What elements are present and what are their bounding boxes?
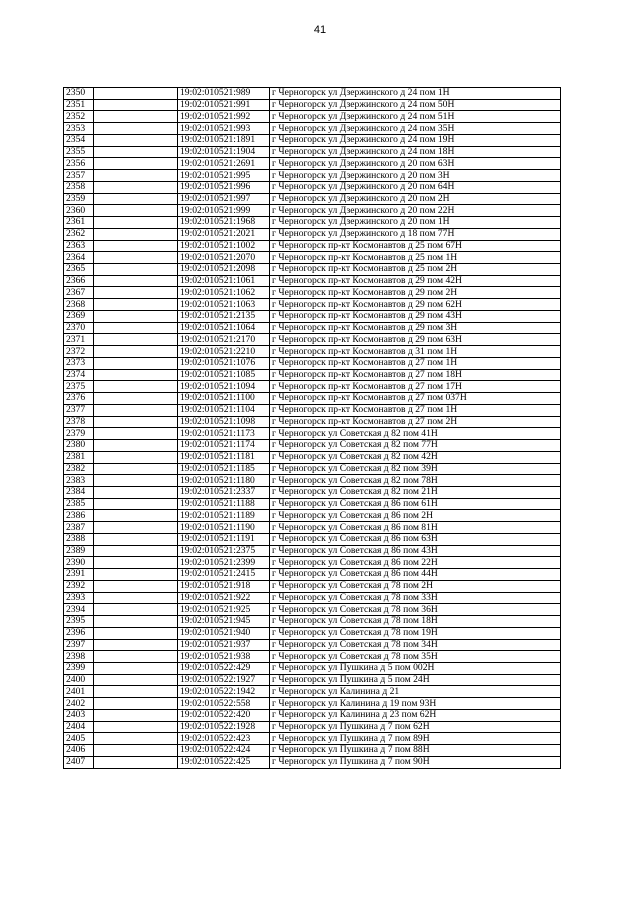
- table-row: [64, 545, 561, 557]
- table-row: [64, 709, 561, 721]
- cadastral-number-cell: 19:02:010521:2691: [178, 158, 270, 170]
- cadastral-number-cell: 19:02:010521:2337: [178, 486, 270, 498]
- address-cell: г Черногорск ул Советская д 78 пом 2Н: [270, 580, 561, 592]
- address-cell: г Черногорск ул Советская д 86 пом 63Н: [270, 533, 561, 545]
- address-cell: г Черногорск пр-кт Космонавтов д 29 пом 42Н: [270, 275, 561, 287]
- row-number-cell: 2392: [64, 580, 94, 592]
- row-number-cell: 2364: [64, 252, 94, 264]
- row-number-cell: 2406: [64, 745, 94, 757]
- table-row: [64, 745, 561, 757]
- table-row: [64, 733, 561, 745]
- cadastral-number-cell: 19:02:010521:1891: [178, 134, 270, 146]
- blank-cell: [94, 733, 178, 745]
- address-cell: г Черногорск ул Советская д 82 пом 77Н: [270, 440, 561, 452]
- row-number-cell: 2386: [64, 510, 94, 522]
- address-cell: г Черногорск ул Пушкина д 7 пом 89Н: [270, 733, 561, 745]
- address-cell: г Черногорск пр-кт Космонавтов д 27 пом 2Н: [270, 416, 561, 428]
- row-number-cell: 2365: [64, 264, 94, 276]
- address-cell: г Черногорск ул Советская д 86 пом 43Н: [270, 545, 561, 557]
- cadastral-number-cell: 19:02:010521:997: [178, 193, 270, 205]
- row-number-cell: 2400: [64, 674, 94, 686]
- cadastral-number-cell: 19:02:010521:1190: [178, 522, 270, 534]
- blank-cell: [94, 463, 178, 475]
- table-row: [64, 416, 561, 428]
- blank-cell: [94, 580, 178, 592]
- address-cell: г Черногорск пр-кт Космонавтов д 29 пом 62Н: [270, 299, 561, 311]
- address-cell: г Черногорск ул Пушкина д 5 пом 24Н: [270, 674, 561, 686]
- row-number-cell: 2351: [64, 99, 94, 111]
- cadastral-number-cell: 19:02:010521:1100: [178, 393, 270, 405]
- cadastral-number-cell: 19:02:010521:922: [178, 592, 270, 604]
- blank-cell: [94, 158, 178, 170]
- row-number-cell: 2355: [64, 146, 94, 158]
- row-number-cell: 2395: [64, 616, 94, 628]
- blank-cell: [94, 639, 178, 651]
- blank-cell: [94, 686, 178, 698]
- table-row: [64, 404, 561, 416]
- row-number-cell: 2381: [64, 451, 94, 463]
- address-cell: г Черногорск ул Советская д 86 пом 44Н: [270, 569, 561, 581]
- table-row: [64, 88, 561, 100]
- table-row: [64, 346, 561, 358]
- cadastral-number-cell: 19:02:010521:938: [178, 651, 270, 663]
- blank-cell: [94, 111, 178, 123]
- blank-cell: [94, 193, 178, 205]
- blank-cell: [94, 228, 178, 240]
- row-number-cell: 2370: [64, 322, 94, 334]
- address-cell: г Черногорск пр-кт Космонавтов д 27 пом 037Н: [270, 393, 561, 405]
- cadastral-number-cell: 19:02:010521:1189: [178, 510, 270, 522]
- address-cell: г Черногорск ул Дзержинского д 20 пом 22Н: [270, 205, 561, 217]
- table-row: [64, 580, 561, 592]
- blank-cell: [94, 416, 178, 428]
- row-number-cell: 2382: [64, 463, 94, 475]
- table-row: [64, 533, 561, 545]
- row-number-cell: 2391: [64, 569, 94, 581]
- row-number-cell: 2366: [64, 275, 94, 287]
- table-row: [64, 440, 561, 452]
- blank-cell: [94, 557, 178, 569]
- row-number-cell: 2367: [64, 287, 94, 299]
- table-row: [64, 686, 561, 698]
- table-row: [64, 510, 561, 522]
- table-row: [64, 592, 561, 604]
- table-row: [64, 99, 561, 111]
- table-row: [64, 639, 561, 651]
- cadastral-number-cell: 19:02:010521:1061: [178, 275, 270, 287]
- address-cell: г Черногорск ул Советская д 86 пом 2Н: [270, 510, 561, 522]
- address-cell: г Черногорск ул Советская д 82 пом 78Н: [270, 475, 561, 487]
- address-cell: г Черногорск пр-кт Космонавтов д 27 пом 17Н: [270, 381, 561, 393]
- address-cell: г Черногорск ул Дзержинского д 24 пом 1Н: [270, 88, 561, 100]
- table-row: [64, 604, 561, 616]
- cadastral-number-cell: 19:02:010521:2210: [178, 346, 270, 358]
- table-row: [64, 616, 561, 628]
- cadastral-number-cell: 19:02:010521:2021: [178, 228, 270, 240]
- address-cell: г Черногорск ул Дзержинского д 20 пом 3Н: [270, 170, 561, 182]
- table-row: [64, 393, 561, 405]
- cadastral-number-cell: 19:02:010521:2135: [178, 310, 270, 322]
- blank-cell: [94, 440, 178, 452]
- address-cell: г Черногорск пр-кт Космонавтов д 25 пом 67Н: [270, 240, 561, 252]
- blank-cell: [94, 170, 178, 182]
- address-cell: г Черногорск ул Советская д 78 пом 34Н: [270, 639, 561, 651]
- row-number-cell: 2350: [64, 88, 94, 100]
- table-row: [64, 627, 561, 639]
- table-row: [64, 721, 561, 733]
- cadastral-number-cell: 19:02:010521:1002: [178, 240, 270, 252]
- table-row: [64, 674, 561, 686]
- row-number-cell: 2384: [64, 486, 94, 498]
- address-cell: г Черногорск ул Калинина д 23 пом 62Н: [270, 709, 561, 721]
- blank-cell: [94, 310, 178, 322]
- table-row: [64, 381, 561, 393]
- row-number-cell: 2362: [64, 228, 94, 240]
- table-row: [64, 334, 561, 346]
- cadastral-number-cell: 19:02:010521:1104: [178, 404, 270, 416]
- blank-cell: [94, 252, 178, 264]
- table-row: [64, 264, 561, 276]
- row-number-cell: 2378: [64, 416, 94, 428]
- blank-cell: [94, 146, 178, 158]
- address-cell: г Черногорск ул Советская д 86 пом 61Н: [270, 498, 561, 510]
- row-number-cell: 2379: [64, 428, 94, 440]
- cadastral-number-cell: 19:02:010521:992: [178, 111, 270, 123]
- blank-cell: [94, 217, 178, 229]
- address-cell: г Черногорск пр-кт Космонавтов д 29 пом 43Н: [270, 310, 561, 322]
- table-row: [64, 275, 561, 287]
- cadastral-number-cell: 19:02:010522:420: [178, 709, 270, 721]
- blank-cell: [94, 428, 178, 440]
- table-row: [64, 557, 561, 569]
- table-row: [64, 310, 561, 322]
- address-cell: г Черногорск пр-кт Космонавтов д 27 пом 1Н: [270, 404, 561, 416]
- cadastral-number-cell: 19:02:010521:925: [178, 604, 270, 616]
- row-number-cell: 2371: [64, 334, 94, 346]
- row-number-cell: 2396: [64, 627, 94, 639]
- cadastral-number-cell: 19:02:010521:2399: [178, 557, 270, 569]
- row-number-cell: 2387: [64, 522, 94, 534]
- blank-cell: [94, 205, 178, 217]
- address-cell: г Черногорск ул Дзержинского д 24 пом 35Н: [270, 123, 561, 135]
- cadastral-number-cell: 19:02:010521:2415: [178, 569, 270, 581]
- table-row: [64, 287, 561, 299]
- cadastral-number-cell: 19:02:010521:1174: [178, 440, 270, 452]
- address-cell: г Черногорск ул Дзержинского д 20 пом 64Н: [270, 181, 561, 193]
- cadastral-number-cell: 19:02:010521:991: [178, 99, 270, 111]
- row-number-cell: 2397: [64, 639, 94, 651]
- table-row: [64, 299, 561, 311]
- blank-cell: [94, 698, 178, 710]
- blank-cell: [94, 756, 178, 768]
- blank-cell: [94, 240, 178, 252]
- address-cell: г Черногорск ул Пушкина д 7 пом 88Н: [270, 745, 561, 757]
- cadastral-number-cell: 19:02:010521:940: [178, 627, 270, 639]
- row-number-cell: 2398: [64, 651, 94, 663]
- blank-cell: [94, 662, 178, 674]
- row-number-cell: 2399: [64, 662, 94, 674]
- table-row: [64, 134, 561, 146]
- cadastral-number-cell: 19:02:010521:993: [178, 123, 270, 135]
- row-number-cell: 2372: [64, 346, 94, 358]
- table-row: [64, 463, 561, 475]
- blank-cell: [94, 569, 178, 581]
- row-number-cell: 2380: [64, 440, 94, 452]
- table-row: [64, 522, 561, 534]
- blank-cell: [94, 533, 178, 545]
- address-cell: г Черногорск ул Советская д 82 пом 42Н: [270, 451, 561, 463]
- registry-table-body: [64, 88, 561, 769]
- cadastral-number-cell: 19:02:010521:2375: [178, 545, 270, 557]
- cadastral-number-cell: 19:02:010522:425: [178, 756, 270, 768]
- cadastral-number-cell: 19:02:010521:945: [178, 616, 270, 628]
- row-number-cell: 2376: [64, 393, 94, 405]
- address-cell: г Черногорск пр-кт Космонавтов д 27 пом 1Н: [270, 357, 561, 369]
- row-number-cell: 2401: [64, 686, 94, 698]
- table-row: [64, 451, 561, 463]
- table-row: [64, 217, 561, 229]
- blank-cell: [94, 264, 178, 276]
- row-number-cell: 2360: [64, 205, 94, 217]
- blank-cell: [94, 545, 178, 557]
- blank-cell: [94, 592, 178, 604]
- address-cell: г Черногорск пр-кт Космонавтов д 31 пом 1Н: [270, 346, 561, 358]
- address-cell: г Черногорск пр-кт Космонавтов д 29 пом 63Н: [270, 334, 561, 346]
- address-cell: г Черногорск ул Дзержинского д 24 пом 18Н: [270, 146, 561, 158]
- address-cell: г Черногорск пр-кт Космонавтов д 29 пом 2Н: [270, 287, 561, 299]
- table-row: [64, 698, 561, 710]
- address-cell: г Черногорск ул Советская д 82 пом 39Н: [270, 463, 561, 475]
- table-row: [64, 756, 561, 768]
- blank-cell: [94, 123, 178, 135]
- table-row: [64, 428, 561, 440]
- table-row: [64, 181, 561, 193]
- row-number-cell: 2373: [64, 357, 94, 369]
- address-cell: г Черногорск ул Калинина д 21: [270, 686, 561, 698]
- blank-cell: [94, 498, 178, 510]
- blank-cell: [94, 475, 178, 487]
- cadastral-number-cell: 19:02:010521:1062: [178, 287, 270, 299]
- address-cell: г Черногорск пр-кт Космонавтов д 29 пом 3Н: [270, 322, 561, 334]
- table-row: [64, 158, 561, 170]
- address-cell: г Черногорск ул Дзержинского д 24 пом 50Н: [270, 99, 561, 111]
- address-cell: г Черногорск ул Дзержинского д 20 пом 63Н: [270, 158, 561, 170]
- address-cell: г Черногорск ул Советская д 78 пом 36Н: [270, 604, 561, 616]
- cadastral-number-cell: 19:02:010521:999: [178, 205, 270, 217]
- address-cell: г Черногорск ул Дзержинского д 20 пом 2Н: [270, 193, 561, 205]
- table-row: [64, 111, 561, 123]
- address-cell: г Черногорск ул Советская д 86 пом 22Н: [270, 557, 561, 569]
- cadastral-number-cell: 19:02:010521:2098: [178, 264, 270, 276]
- address-cell: г Черногорск пр-кт Космонавтов д 25 пом 1Н: [270, 252, 561, 264]
- blank-cell: [94, 334, 178, 346]
- row-number-cell: 2357: [64, 170, 94, 182]
- row-number-cell: 2375: [64, 381, 94, 393]
- blank-cell: [94, 616, 178, 628]
- blank-cell: [94, 99, 178, 111]
- table-row: [64, 369, 561, 381]
- cadastral-number-cell: 19:02:010521:996: [178, 181, 270, 193]
- address-cell: г Черногорск ул Советская д 78 пом 19Н: [270, 627, 561, 639]
- address-cell: г Черногорск ул Калинина д 19 пом 93Н: [270, 698, 561, 710]
- cadastral-number-cell: 19:02:010521:2170: [178, 334, 270, 346]
- blank-cell: [94, 393, 178, 405]
- cadastral-number-cell: 19:02:010521:1098: [178, 416, 270, 428]
- table-row: [64, 146, 561, 158]
- address-cell: г Черногорск пр-кт Космонавтов д 25 пом 2Н: [270, 264, 561, 276]
- table-row: [64, 651, 561, 663]
- row-number-cell: 2354: [64, 134, 94, 146]
- row-number-cell: 2358: [64, 181, 94, 193]
- address-cell: г Черногорск ул Советская д 78 пом 33Н: [270, 592, 561, 604]
- cadastral-number-cell: 19:02:010521:1191: [178, 533, 270, 545]
- blank-cell: [94, 404, 178, 416]
- blank-cell: [94, 451, 178, 463]
- row-number-cell: 2393: [64, 592, 94, 604]
- cadastral-number-cell: 19:02:010521:1063: [178, 299, 270, 311]
- row-number-cell: 2404: [64, 721, 94, 733]
- row-number-cell: 2385: [64, 498, 94, 510]
- blank-cell: [94, 299, 178, 311]
- blank-cell: [94, 381, 178, 393]
- cadastral-number-cell: 19:02:010521:1968: [178, 217, 270, 229]
- table-row: [64, 252, 561, 264]
- cadastral-number-cell: 19:02:010521:937: [178, 639, 270, 651]
- table-row: [64, 205, 561, 217]
- address-cell: г Черногорск ул Пушкина д 7 пом 62Н: [270, 721, 561, 733]
- table-row: [64, 498, 561, 510]
- address-cell: г Черногорск ул Советская д 78 пом 18Н: [270, 616, 561, 628]
- cadastral-number-cell: 19:02:010521:995: [178, 170, 270, 182]
- address-cell: г Черногорск ул Советская д 82 пом 21Н: [270, 486, 561, 498]
- table-row: [64, 569, 561, 581]
- blank-cell: [94, 709, 178, 721]
- blank-cell: [94, 721, 178, 733]
- cadastral-number-cell: 19:02:010521:1173: [178, 428, 270, 440]
- cadastral-number-cell: 19:02:010522:429: [178, 662, 270, 674]
- table-row: [64, 193, 561, 205]
- cadastral-number-cell: 19:02:010521:1181: [178, 451, 270, 463]
- row-number-cell: 2394: [64, 604, 94, 616]
- table-row: [64, 240, 561, 252]
- table-row: [64, 486, 561, 498]
- blank-cell: [94, 346, 178, 358]
- blank-cell: [94, 322, 178, 334]
- cadastral-number-cell: 19:02:010521:2070: [178, 252, 270, 264]
- row-number-cell: 2352: [64, 111, 94, 123]
- table-row: [64, 322, 561, 334]
- blank-cell: [94, 88, 178, 100]
- address-cell: г Черногорск ул Пушкина д 7 пом 90Н: [270, 756, 561, 768]
- row-number-cell: 2368: [64, 299, 94, 311]
- table-row: [64, 662, 561, 674]
- blank-cell: [94, 287, 178, 299]
- blank-cell: [94, 745, 178, 757]
- blank-cell: [94, 627, 178, 639]
- row-number-cell: 2353: [64, 123, 94, 135]
- blank-cell: [94, 604, 178, 616]
- cadastral-number-cell: 19:02:010522:1927: [178, 674, 270, 686]
- address-cell: г Черногорск ул Советская д 86 пом 81Н: [270, 522, 561, 534]
- row-number-cell: 2390: [64, 557, 94, 569]
- blank-cell: [94, 522, 178, 534]
- cadastral-number-cell: 19:02:010522:558: [178, 698, 270, 710]
- cadastral-number-cell: 19:02:010521:1188: [178, 498, 270, 510]
- blank-cell: [94, 510, 178, 522]
- row-number-cell: 2359: [64, 193, 94, 205]
- blank-cell: [94, 369, 178, 381]
- row-number-cell: 2402: [64, 698, 94, 710]
- row-number-cell: 2403: [64, 709, 94, 721]
- cadastral-number-cell: 19:02:010521:1085: [178, 369, 270, 381]
- cadastral-number-cell: 19:02:010521:1094: [178, 381, 270, 393]
- cadastral-number-cell: 19:02:010521:1064: [178, 322, 270, 334]
- table-row: [64, 357, 561, 369]
- address-cell: г Черногорск пр-кт Космонавтов д 27 пом 18Н: [270, 369, 561, 381]
- address-cell: г Черногорск ул Дзержинского д 24 пом 51Н: [270, 111, 561, 123]
- blank-cell: [94, 134, 178, 146]
- table-row: [64, 475, 561, 487]
- row-number-cell: 2388: [64, 533, 94, 545]
- row-number-cell: 2356: [64, 158, 94, 170]
- row-number-cell: 2363: [64, 240, 94, 252]
- address-cell: г Черногорск ул Советская д 82 пом 41Н: [270, 428, 561, 440]
- address-cell: г Черногорск ул Дзержинского д 18 пом 77Н: [270, 228, 561, 240]
- cadastral-number-cell: 19:02:010522:423: [178, 733, 270, 745]
- cadastral-number-cell: 19:02:010521:1904: [178, 146, 270, 158]
- table-row: [64, 228, 561, 240]
- cadastral-number-cell: 19:02:010521:918: [178, 580, 270, 592]
- table-row: [64, 170, 561, 182]
- row-number-cell: 2369: [64, 310, 94, 322]
- row-number-cell: 2407: [64, 756, 94, 768]
- blank-cell: [94, 651, 178, 663]
- row-number-cell: 2405: [64, 733, 94, 745]
- address-cell: г Черногорск ул Дзержинского д 20 пом 1Н: [270, 217, 561, 229]
- table-row: [64, 123, 561, 135]
- blank-cell: [94, 674, 178, 686]
- row-number-cell: 2383: [64, 475, 94, 487]
- page-number: 41: [313, 24, 327, 36]
- row-number-cell: 2361: [64, 217, 94, 229]
- cadastral-number-cell: 19:02:010522:424: [178, 745, 270, 757]
- registry-table: [63, 87, 561, 769]
- blank-cell: [94, 357, 178, 369]
- cadastral-number-cell: 19:02:010521:989: [178, 88, 270, 100]
- cadastral-number-cell: 19:02:010522:1942: [178, 686, 270, 698]
- cadastral-number-cell: 19:02:010522:1928: [178, 721, 270, 733]
- blank-cell: [94, 181, 178, 193]
- blank-cell: [94, 486, 178, 498]
- cadastral-number-cell: 19:02:010521:1180: [178, 475, 270, 487]
- address-cell: г Черногорск ул Советская д 78 пом 35Н: [270, 651, 561, 663]
- cadastral-number-cell: 19:02:010521:1185: [178, 463, 270, 475]
- row-number-cell: 2389: [64, 545, 94, 557]
- address-cell: г Черногорск ул Дзержинского д 24 пом 19Н: [270, 134, 561, 146]
- row-number-cell: 2374: [64, 369, 94, 381]
- address-cell: г Черногорск ул Пушкина д 5 пом 002Н: [270, 662, 561, 674]
- row-number-cell: 2377: [64, 404, 94, 416]
- blank-cell: [94, 275, 178, 287]
- cadastral-number-cell: 19:02:010521:1076: [178, 357, 270, 369]
